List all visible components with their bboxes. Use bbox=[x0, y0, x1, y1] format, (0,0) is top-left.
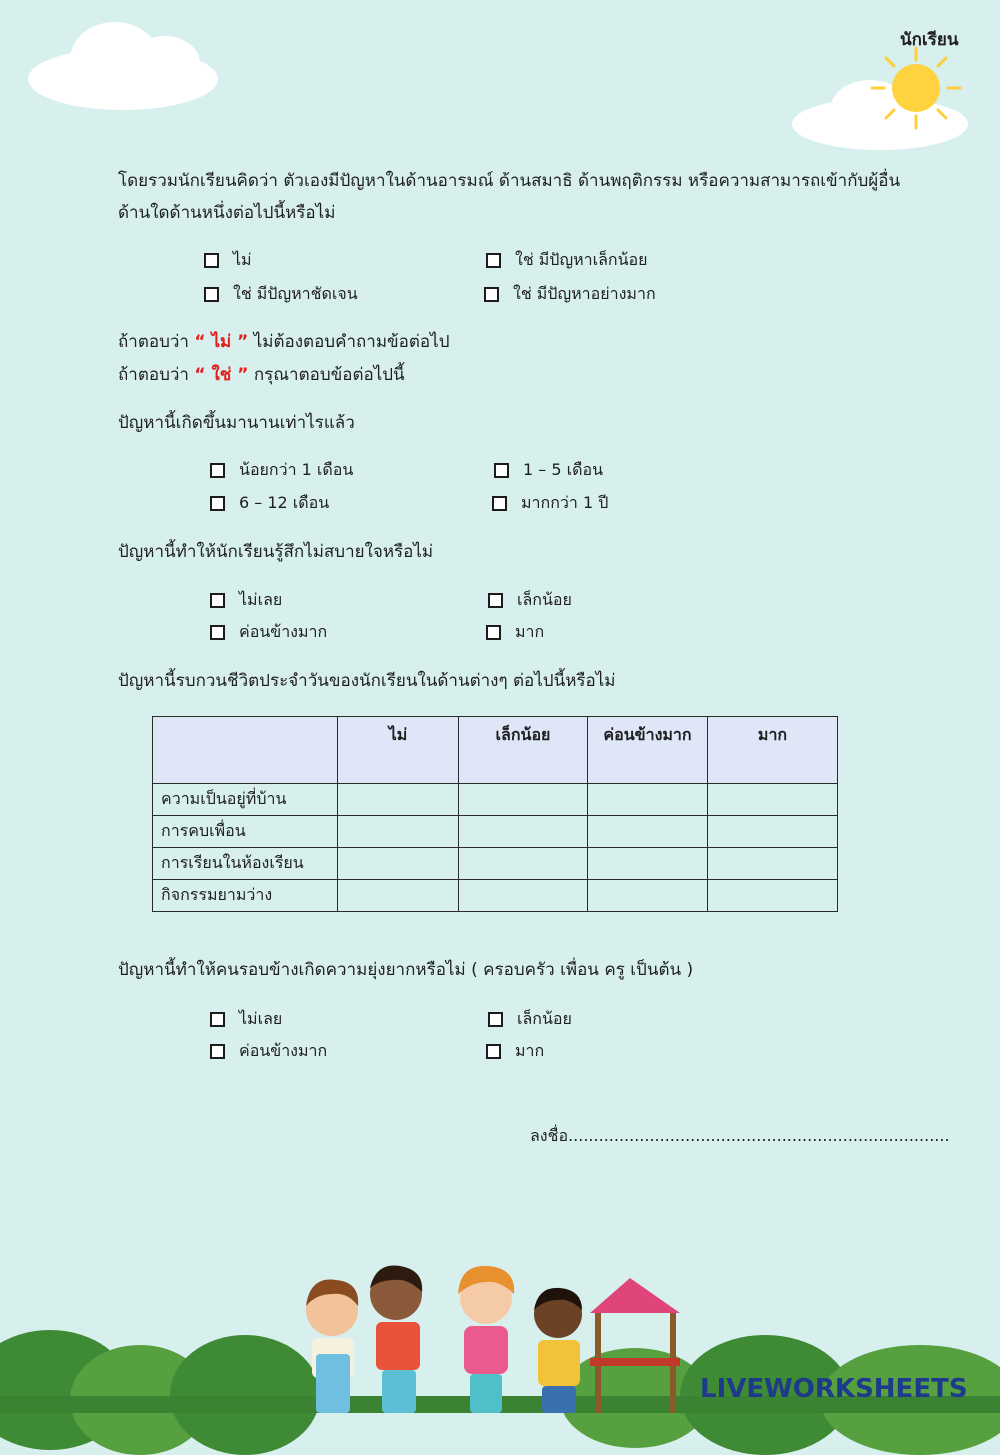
checkbox-icon[interactable] bbox=[210, 496, 225, 511]
table-row bbox=[153, 880, 838, 912]
checkbox-icon[interactable] bbox=[492, 496, 507, 511]
answer-cell[interactable] bbox=[459, 848, 588, 880]
checkbox-icon[interactable] bbox=[210, 463, 225, 478]
q1-option-4[interactable]: ใช่ มีปัญหาอย่างมาก bbox=[484, 284, 656, 304]
checkbox-icon[interactable] bbox=[488, 1012, 503, 1027]
checkbox-icon[interactable] bbox=[494, 463, 509, 478]
answer-cell[interactable] bbox=[459, 784, 588, 816]
q2-option-2[interactable]: 1 – 5 เดือน bbox=[494, 460, 603, 480]
q5-option-4[interactable]: มาก bbox=[486, 1041, 544, 1061]
impact-table bbox=[152, 716, 838, 912]
checkbox-icon[interactable] bbox=[210, 1012, 225, 1027]
answer-cell[interactable] bbox=[708, 784, 838, 816]
checkbox-icon[interactable] bbox=[486, 1044, 501, 1059]
answer-cell[interactable] bbox=[338, 880, 459, 912]
row-label: การคบเพื่อน bbox=[153, 816, 338, 848]
q5-text: ปัญหานี้ทำให้คนรอบข้างเกิดความยุ่งยากหรือไม่ ( ครอบครัว เพื่อน ครู เป็นต้น ) bbox=[118, 960, 694, 980]
table-header-blank bbox=[153, 717, 338, 784]
table-row bbox=[153, 784, 838, 816]
checkbox-icon[interactable] bbox=[204, 287, 219, 302]
q4-text: ปัญหานี้รบกวนชีวิตประจำวันของนักเรียนในด้านต่างๆ ต่อไปนี้หรือไม่ bbox=[118, 671, 616, 691]
checkbox-icon[interactable] bbox=[488, 593, 503, 608]
answer-cell[interactable] bbox=[338, 848, 459, 880]
signature-line[interactable]: ลงชื่อ........................................................................... bbox=[530, 1126, 950, 1145]
checkbox-icon[interactable] bbox=[486, 625, 501, 640]
watermark-text: LIVEWORKSHEETS bbox=[700, 1374, 968, 1404]
row-label: กิจกรรมยามว่าง bbox=[153, 880, 338, 912]
q3-option-4[interactable]: มาก bbox=[486, 622, 544, 642]
q5-option-1[interactable]: ไม่เลย bbox=[210, 1009, 282, 1029]
q2-option-1[interactable]: น้อยกว่า 1 เดือน bbox=[210, 460, 353, 480]
q1-option-1[interactable]: ไม่ bbox=[204, 250, 252, 270]
q5-option-2[interactable]: เล็กน้อย bbox=[488, 1009, 572, 1029]
table-header-row bbox=[153, 717, 838, 784]
sun-icon bbox=[868, 44, 964, 132]
header-tag: นักเรียน bbox=[900, 30, 959, 50]
table-header-none: ไม่ bbox=[338, 717, 459, 784]
answer-cell[interactable] bbox=[338, 784, 459, 816]
table-header-much: มาก bbox=[708, 717, 838, 784]
answer-cell[interactable] bbox=[459, 880, 588, 912]
row-label: การเรียนในห้องเรียน bbox=[153, 848, 338, 880]
checkbox-icon[interactable] bbox=[204, 253, 219, 268]
q2-option-4[interactable]: มากกว่า 1 ปี bbox=[492, 493, 608, 513]
instruction-no: ถ้าตอบว่า “ ไม่ ” ไม่ต้องตอบคำถามข้อต่อไป bbox=[118, 332, 450, 352]
answer-cell[interactable] bbox=[708, 880, 838, 912]
answer-cell[interactable] bbox=[708, 848, 838, 880]
q1-text-line1: โดยรวมนักเรียนคิดว่า ตัวเองมีปัญหาในด้านอารมณ์ ด้านสมาธิ ด้านพฤติกรรม หรือความสามารถเข้ากับผู้อื่น bbox=[118, 171, 901, 191]
checkbox-icon[interactable] bbox=[486, 253, 501, 268]
table-row bbox=[153, 816, 838, 848]
answer-cell[interactable] bbox=[708, 816, 838, 848]
checkbox-icon[interactable] bbox=[210, 593, 225, 608]
q3-option-2[interactable]: เล็กน้อย bbox=[488, 590, 572, 610]
q3-option-3[interactable]: ค่อนข้างมาก bbox=[210, 622, 327, 642]
checkbox-icon[interactable] bbox=[210, 625, 225, 640]
row-label: ความเป็นอยู่ที่บ้าน bbox=[153, 784, 338, 816]
checkbox-icon[interactable] bbox=[484, 287, 499, 302]
answer-cell[interactable] bbox=[588, 816, 708, 848]
q3-option-1[interactable]: ไม่เลย bbox=[210, 590, 282, 610]
children-illustration bbox=[290, 1258, 710, 1413]
table-header-little: เล็กน้อย bbox=[459, 717, 588, 784]
answer-cell[interactable] bbox=[588, 784, 708, 816]
checkbox-icon[interactable] bbox=[210, 1044, 225, 1059]
q1-option-3[interactable]: ใช่ มีปัญหาชัดเจน bbox=[204, 284, 358, 304]
q3-text: ปัญหานี้ทำให้นักเรียนรู้สึกไม่สบายใจหรือไม่ bbox=[118, 542, 434, 562]
q1-text-line2: ด้านใดด้านหนึ่งต่อไปนี้หรือไม่ bbox=[118, 203, 336, 223]
table-row bbox=[153, 848, 838, 880]
instruction-yes: ถ้าตอบว่า “ ใช่ ” กรุณาตอบข้อต่อไปนี้ bbox=[118, 365, 405, 385]
q1-option-2[interactable]: ใช่ มีปัญหาเล็กน้อย bbox=[486, 250, 648, 270]
answer-cell[interactable] bbox=[588, 848, 708, 880]
table-header-quite: ค่อนข้างมาก bbox=[588, 717, 708, 784]
q2-text: ปัญหานี้เกิดขึ้นมานานเท่าไรแล้ว bbox=[118, 413, 355, 433]
answer-cell[interactable] bbox=[459, 816, 588, 848]
q5-option-3[interactable]: ค่อนข้างมาก bbox=[210, 1041, 327, 1061]
q2-option-3[interactable]: 6 – 12 เดือน bbox=[210, 493, 329, 513]
answer-cell[interactable] bbox=[338, 816, 459, 848]
answer-cell[interactable] bbox=[588, 880, 708, 912]
